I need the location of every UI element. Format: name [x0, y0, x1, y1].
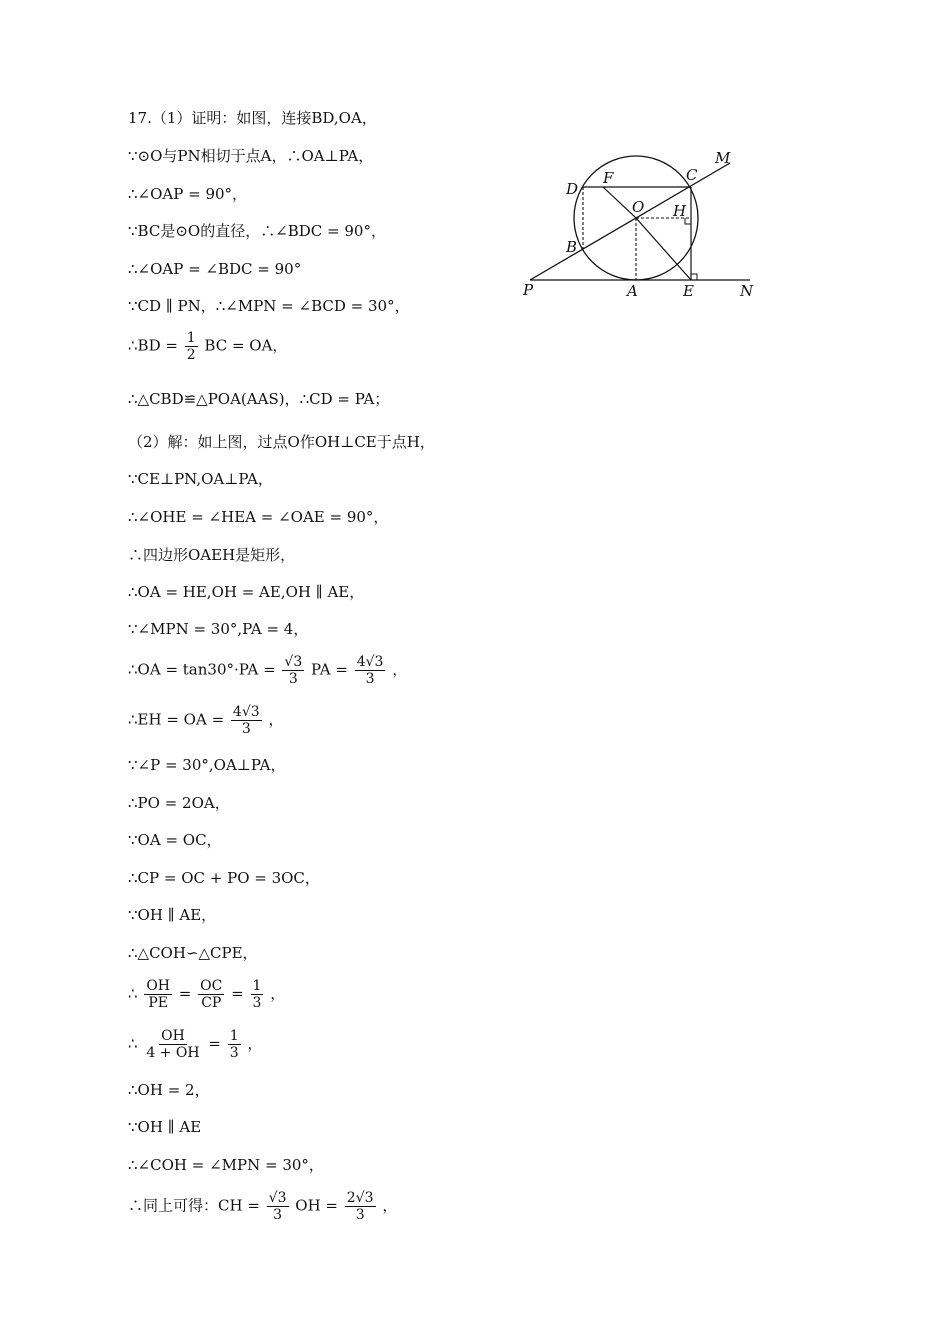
problem-number: 17.: [128, 109, 152, 127]
text-01: （1）证明：如图，连接BD,OA，: [151, 109, 377, 127]
fraction-numerator: 4√3: [356, 654, 384, 670]
label-a: A: [627, 282, 638, 300]
label-o: O: [632, 198, 645, 216]
fraction-denominator: 3: [229, 1045, 239, 1061]
line-05: ∴∠OAP = ∠BDC = 90°: [128, 260, 302, 278]
text-07: ∴BD =: [128, 336, 183, 355]
fraction-numerator: OH: [146, 978, 171, 994]
text-07-tail: BC = OA，: [204, 336, 288, 355]
line-04: ∵BC是⊙O的直径，∴∠BDC = 90°，: [128, 222, 386, 240]
text-15-tail: ，: [392, 660, 408, 679]
fraction-half: [185, 330, 198, 363]
fraction-denominator: 3: [355, 1207, 365, 1223]
fraction-numerator: OC: [200, 978, 223, 994]
line-20: ∴CP = OC + PO = 3OC，: [128, 869, 320, 887]
fraction-oh-pe: [144, 978, 172, 1011]
label-p: P: [523, 281, 534, 299]
line-14: ∵∠MPN = 30°,PA = 4，: [128, 620, 309, 638]
line-06: ∵CD ∥ PN，∴∠MPN = ∠BCD = 30°，: [128, 297, 410, 315]
equals-sign: =: [208, 1034, 221, 1053]
label-n: N: [740, 282, 754, 300]
line-08: ∴△CBD≌△POA(AAS)，∴CD = PA；: [128, 390, 390, 408]
fraction-denominator: 3: [273, 1207, 283, 1223]
line-17: ∵∠P = 30°,OA⊥PA，: [128, 756, 286, 774]
text-28-mid: OH =: [295, 1196, 338, 1215]
line-26: ∵OH ∥ AE: [128, 1118, 202, 1136]
fraction-denominator: CP: [201, 995, 222, 1011]
text-24-tail: ，: [247, 1034, 263, 1053]
fraction-numerator: 1: [229, 1028, 239, 1044]
label-d: D: [566, 180, 579, 198]
fraction-numerator: √3: [284, 654, 303, 670]
fraction-ch-b: [345, 1190, 376, 1223]
label-b: B: [566, 238, 578, 256]
line-18: ∴PO = 2OA，: [128, 794, 230, 812]
segment-oe: [636, 218, 691, 280]
label-c: C: [686, 166, 698, 184]
label-h: H: [673, 202, 687, 220]
fraction-tan-a: [282, 654, 304, 687]
fraction-denominator: 4 + OH: [146, 1045, 200, 1061]
fraction-numerator: 2√3: [346, 1190, 374, 1206]
text-16: ∴EH = OA =: [128, 710, 229, 729]
line-22: ∴△COH∽△CPE，: [128, 944, 258, 962]
fraction-denominator: 3: [252, 995, 262, 1011]
fraction-denominator: PE: [148, 995, 168, 1011]
line-25: ∴OH = 2，: [128, 1081, 210, 1099]
fraction-denominator: 3: [365, 671, 375, 687]
line-09: （2）解：如上图，过点O作OH⊥CE于点H，: [128, 433, 435, 451]
line-28: [128, 1190, 397, 1223]
label-e: E: [683, 282, 694, 300]
text-15-mid: PA =: [311, 660, 348, 679]
fraction-tan-b: [355, 654, 386, 687]
fraction-numerator: 1: [186, 330, 196, 346]
line-13: ∴OA = HE,OH = AE,OH ∥ AE，: [128, 583, 365, 601]
fraction-one-third-b: [228, 1028, 241, 1061]
line-21: ∵OH ∥ AE，: [128, 906, 217, 924]
fraction-denominator: 3: [241, 721, 251, 737]
fraction-ch-a: [267, 1190, 289, 1223]
line-16: [128, 704, 283, 737]
line-19: ∵OA = OC，: [128, 831, 222, 849]
fraction-numerator: OH: [161, 1028, 185, 1044]
label-m: M: [715, 149, 731, 167]
line-01: [128, 108, 377, 128]
line-12: ∴四边形OAEH是矩形，: [128, 546, 296, 564]
right-angle-e: [691, 274, 697, 280]
text-28-tail: ，: [382, 1196, 398, 1215]
equals-sign: =: [178, 984, 192, 1003]
equals-sign: =: [231, 984, 244, 1003]
fraction-numerator: 4√3: [232, 704, 260, 720]
geometry-figure: [515, 145, 765, 305]
line-23: [128, 978, 285, 1011]
text-15: ∴OA = tan30°·PA =: [128, 660, 281, 679]
fraction-oh-4oh: [144, 1028, 201, 1061]
text-16-tail: ，: [268, 710, 284, 729]
line-10: ∵CE⊥PN,OA⊥PA，: [128, 470, 273, 488]
line-15: [128, 654, 407, 687]
fraction-oc-cp: [198, 978, 224, 1011]
line-02: ∵⊙O与PN相切于点A，∴OA⊥PA，: [128, 147, 374, 165]
fraction-one-third: [251, 978, 264, 1011]
fraction-numerator: √3: [268, 1190, 287, 1206]
text-23-tail: ，: [270, 984, 286, 1003]
fraction-denominator: 2: [186, 347, 196, 363]
line-11: ∴∠OHE = ∠HEA = ∠OAE = 90°，: [128, 508, 389, 526]
line-pm: [530, 163, 730, 280]
line-27: ∴∠COH = ∠MPN = 30°，: [128, 1156, 324, 1174]
text-23: ∴: [128, 984, 138, 1003]
line-07: [128, 330, 287, 363]
line-03: ∴∠OAP = 90°，: [128, 185, 248, 203]
text-28: ∴同上可得：CH =: [128, 1196, 265, 1215]
fraction-eh: [231, 704, 262, 737]
fraction-denominator: 3: [288, 671, 298, 687]
line-24: [128, 1028, 262, 1061]
fraction-numerator: 1: [252, 978, 262, 994]
text-24: ∴: [128, 1034, 138, 1053]
label-f: F: [603, 169, 614, 187]
